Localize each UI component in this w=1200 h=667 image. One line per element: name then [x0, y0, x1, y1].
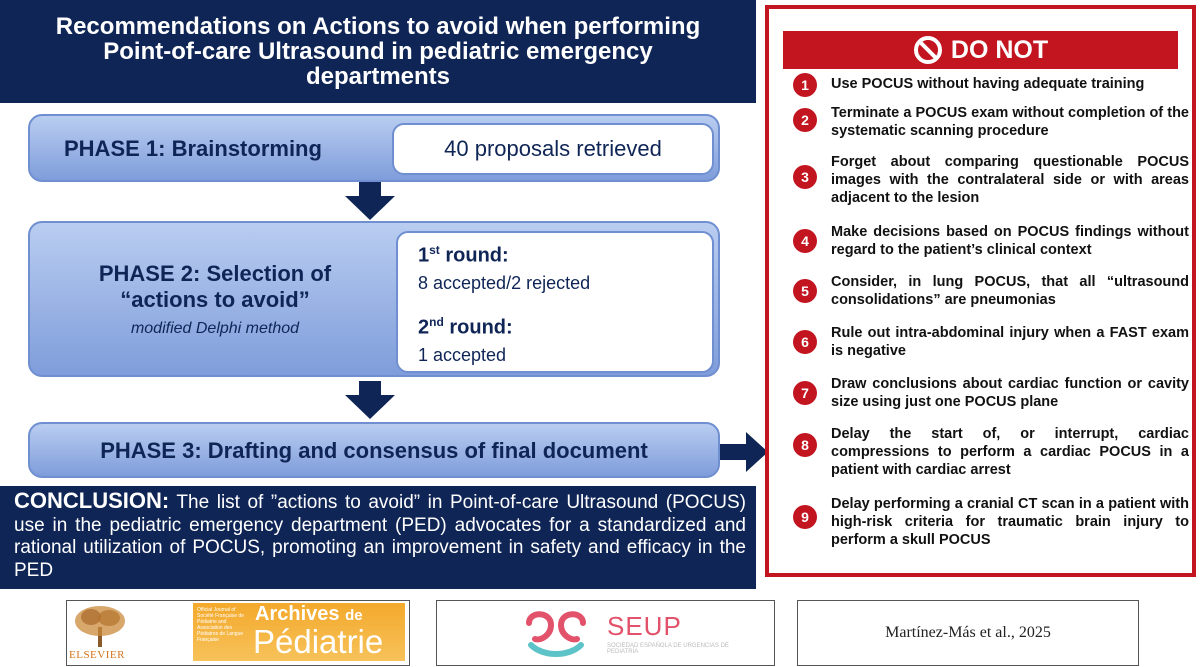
phase1-box [28, 114, 720, 182]
right-arrow-icon [720, 432, 768, 472]
round2-num: 2 [418, 316, 430, 339]
archives-small-text: Official Journal of Société Française de Pédiatrie and Association des Pédiatres de Langue Française [197, 607, 244, 643]
down-arrow-icon [345, 381, 395, 419]
citation-text: Martínez-Más et al., 2025 [885, 624, 1051, 641]
phase2-method: modified Delphi method [130, 320, 300, 337]
item-number-badge: 3 [793, 165, 817, 189]
do-not-title: DO NOT [950, 35, 1049, 64]
round2-word: round: [443, 316, 513, 339]
round2-result: 1 accepted [418, 345, 507, 365]
phase2-rounds-box [396, 231, 714, 373]
do-not-header [783, 31, 1178, 69]
item-text: Rule out intra-abdominal injury when a FAST exam is negative [831, 325, 1189, 359]
item-text: Consider, in lung POCUS, that all “ultrasound consolidations” are pneumonias [831, 274, 1189, 308]
archives-word: Archives [255, 603, 340, 625]
item-number-badge: 9 [793, 505, 817, 529]
conclusion-text: The list of ”actions to avoid” in Point-of-care Ultrasound (POCUS) use in the pediatric emergency department (PED) advocates for a standardized and rational utilization of POCUS, promoting an improvement in safety and efficacy in the PED [14, 492, 746, 581]
pediatrie-word: Pédiatrie [253, 623, 384, 660]
item-number-badge: 4 [793, 229, 817, 253]
citation-box [797, 600, 1139, 666]
archives-logo [193, 603, 405, 661]
item-text: Terminate a POCUS exam without completion of the systematic scanning procedure [831, 105, 1189, 139]
round1-sup: st [429, 243, 440, 257]
prohibited-icon [913, 35, 943, 65]
seup-logo-box [436, 600, 775, 666]
round2-title [418, 315, 513, 340]
round2-sup: nd [429, 315, 444, 329]
conclusion-heading: CONCLUSION: [14, 488, 170, 513]
round1-num: 1 [418, 244, 430, 267]
round1-result: 8 accepted/2 rejected [418, 273, 591, 293]
round1-title [418, 243, 509, 268]
item-number-badge: 7 [793, 381, 817, 405]
item-text: Draw conclusions about cardiac function or cavity size using just one POCUS plane [831, 376, 1189, 410]
archives-de: de [345, 607, 363, 624]
item-number-badge: 6 [793, 330, 817, 354]
item-number-badge: 1 [793, 73, 817, 97]
item-text: Delay the start of, or interrupt, cardiac compressions to perform a cardiac POCUS in a patient with cardiac arrest [831, 426, 1189, 478]
phase2-label [50, 261, 380, 313]
phase2-label-line1: PHASE 2: Selection of [98, 261, 332, 286]
item-number-badge: 2 [793, 108, 817, 132]
item-text: Make decisions based on POCUS findings without regard to the patient’s clinical context [831, 224, 1189, 258]
item-number-badge: 5 [793, 279, 817, 303]
phase3-box [28, 422, 720, 478]
seup-emblem-icon [521, 609, 591, 657]
page-title: Recommendations on Actions to avoid when performing Point-of-care Ultrasound in pediatric emergency departments [55, 13, 701, 90]
phase3-label: PHASE 3: Drafting and consensus of final document [100, 438, 648, 463]
phase2-label-line2: “actions to avoid” [120, 287, 310, 312]
down-arrow-icon [345, 182, 395, 220]
conclusion-box [0, 486, 756, 589]
round1-word: round: [439, 244, 509, 267]
item-text: Use POCUS without having adequate training [831, 76, 1145, 92]
seup-small-text: SOCIEDAD ESPAÑOLA DE URGENCIAS DE PEDIATRÍA [607, 643, 729, 655]
journal-logo-box [66, 600, 410, 666]
title-banner [0, 0, 756, 103]
elsevier-tree-icon [71, 603, 129, 649]
item-text: Delay performing a cranial CT scan in a patient with high-risk criteria for traumatic brain injury to perform a skull POCUS [831, 496, 1189, 548]
phase1-result-box [392, 123, 714, 175]
phase1-result: 40 proposals retrieved [444, 136, 662, 161]
item-number-badge: 8 [793, 433, 817, 457]
phase2-box [28, 221, 720, 377]
do-not-panel [765, 5, 1196, 577]
elsevier-wordmark: ELSEVIER [69, 649, 125, 661]
item-text: Forget about comparing questionable POCUS images with the contralateral side or with areas adjacent to the lesion [831, 154, 1189, 206]
seup-wordmark: SEUP [607, 611, 682, 641]
phase1-label: PHASE 1: Brainstorming [64, 136, 322, 161]
